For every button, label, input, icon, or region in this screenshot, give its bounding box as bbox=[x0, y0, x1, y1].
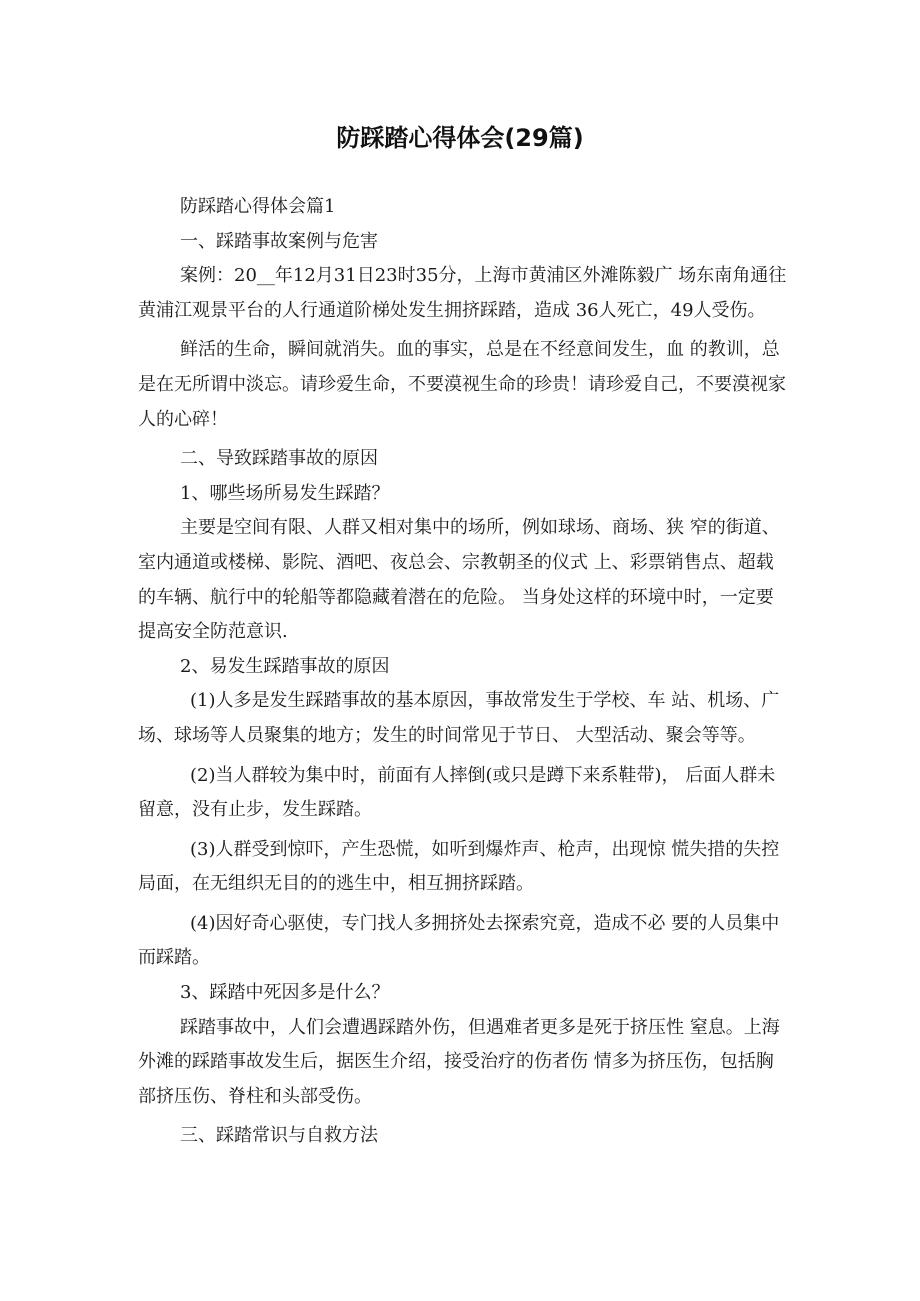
paragraph: 踩踏事故中，人们会遭遇踩踏外伤，但遇难者更多是死于挤压性 窒息。上海外滩的踩踏事故发生后，据医生介绍，接受治疗的伤者伤 情多为挤压伤，包括胸部挤压伤、脊柱和头部受伤。 bbox=[138, 1016, 780, 1107]
list-item: (4)因好奇心驱使，专门找人多拥挤处去探索究竟，造成不必 要的人员集中而踩踏。 bbox=[138, 912, 780, 969]
section-heading: 二、导致踩踏事故的原因 bbox=[180, 448, 378, 470]
list-item: (1)人多是发生踩踏事故的基本原因，事故常发生于学校、车 站、机场、广场、球场等人员聚集的地方；发生的时间常见于节日、 大型活动、聚会等等。 bbox=[138, 690, 780, 746]
subsection-heading: 3、踩踏中死因多是什么？ bbox=[180, 982, 390, 1004]
paragraph: 鲜活的生命，瞬间就消失。血的事实，总是在不经意间发生，血 的教训，总是在无所谓中淡忘。请珍爱生命，不要漠视生命的珍贵！请珍爱自己，不要漠视家人的心碎！ bbox=[138, 339, 786, 430]
paragraph: 主要是空间有限、人群又相对集中的场所，例如球场、商场、狭 窄的街道、室内通道或楼梯、影院、酒吧、夜总会、宗教朝圣的仪式 上、彩票销售点、超载的车辆、航行中的轮船等都隐藏着潜在的危险。 当身处这样的环境中时，一定要提高安全防范意识. bbox=[138, 517, 780, 643]
document-title: 防踩踏心得体会(29篇) bbox=[336, 124, 584, 152]
section-heading: 一、踩踏事故案例与危害 bbox=[180, 230, 378, 252]
document-body bbox=[138, 190, 790, 1154]
subsection-heading: 1、哪些场所易发生踩踏？ bbox=[180, 482, 390, 504]
list-item: (3)人群受到惊吓，产生恐慌，如听到爆炸声、枪声，出现惊 慌失措的失控局面，在无组织无目的的逃生中，相互拥挤踩踏。 bbox=[138, 838, 780, 895]
section-heading: 防踩踏心得体会篇1 bbox=[180, 196, 336, 217]
paragraph: 案例：20__年12月31日23时35分，上海市黄浦区外滩陈毅广 场东南角通往黄浦江观景平台的人行通道阶梯处发生拥挤踩踏，造成 36人死亡，49人受伤。 bbox=[138, 265, 787, 321]
section-heading: 三、踩踏常识与自救方法 bbox=[180, 1125, 378, 1147]
list-item: (2)当人群较为集中时，前面有人摔倒(或只是蹲下来系鞋带)， 后面人群未留意，没有止步，发生踩踏。 bbox=[138, 764, 776, 821]
subsection-heading: 2、易发生踩踏事故的原因 bbox=[180, 655, 390, 677]
